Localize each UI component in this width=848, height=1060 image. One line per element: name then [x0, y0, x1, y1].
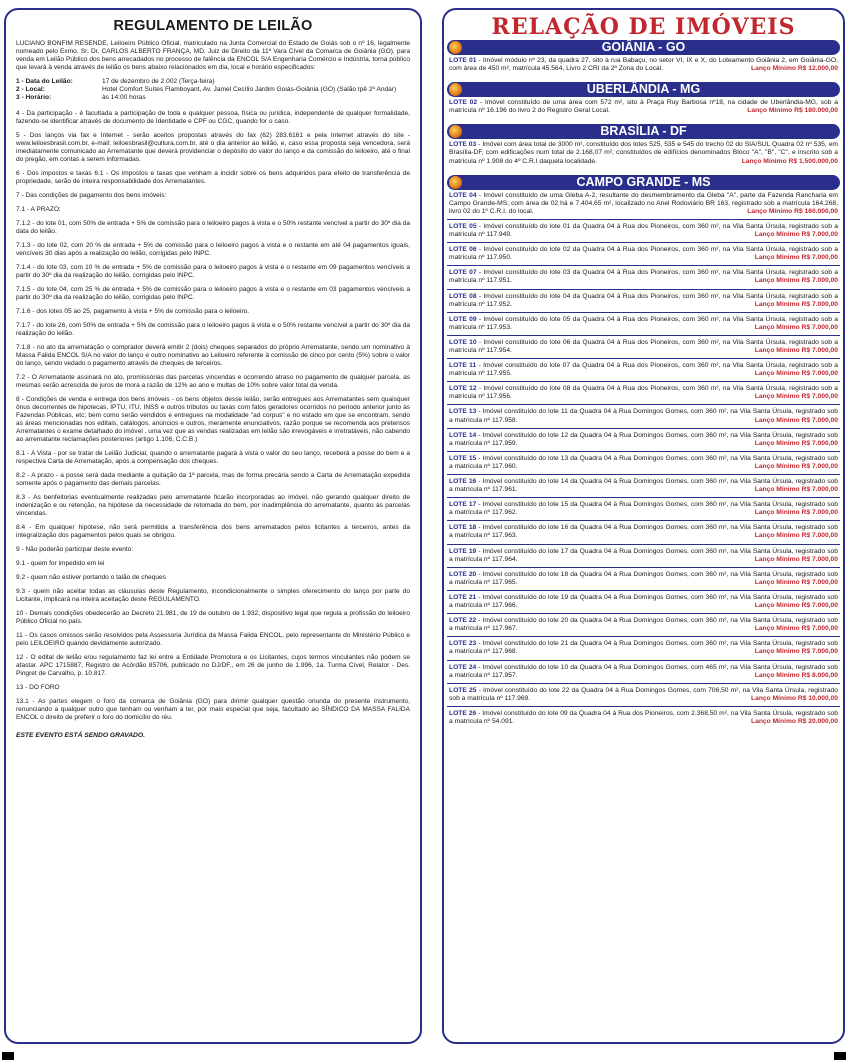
lot-number: LOTE 11 — [449, 362, 477, 370]
lot-divider — [447, 219, 840, 220]
lot-number: LOTE 16 — [449, 478, 477, 485]
regulation-clauses — [16, 110, 410, 722]
lot-number: LOTE 09 — [449, 315, 477, 323]
lot-description: - Imóvel constituído do lote 06 da Quadra 04 à Rua dos Pioneiros, com 360 m², na Vila Santa Úrsula, registrado sob a matrícula nº 117.954. — [449, 338, 838, 354]
lot-item — [449, 617, 838, 633]
lot-description: - Imóvel constituído do lote 04 da Quadra 04 à Rua dos Pioneiros, com 360 m², na Vila Santa Úrsula, registrado sob a matrícula nº 117.952. — [449, 292, 838, 308]
lot-description: - Imóvel constituído do lote 14 da Quadra 04 à Rua Domingos Gomes, com 360 m², na Vila Santa Úrsula, registrado sob a matrícula nº 117.961. — [449, 478, 838, 494]
clause-paragraph: 8.2 - A prazo - a posse será dada mediante a quitação da 1ª parcela, mas de forma precária sendo a Carta de Arrematação expedida somente após o pagamento das demais parcelas. — [16, 472, 410, 487]
minimum-bid: Lanço Mínimo R$ 7.000,00 — [754, 462, 838, 470]
lot-divider — [447, 242, 840, 243]
clause-paragraph: 8.1 - A Vista - por se tratar de Leilão Judicial, quando o arrematante pagará à vista o valor do seu lanço, receberá a posse do bem e a respectiva Carta de Arrematação, após a compensação dos cheques. — [16, 450, 410, 465]
lot-item — [449, 524, 838, 540]
clause-paragraph: 7.1.6 - dos lotes 05 ao 25, pagamento à vista + 5% de comissão para o leiloeiro. — [16, 308, 250, 315]
minimum-bid: Lanço Mínimo R$ 7.000,00 — [754, 439, 838, 447]
lot-number: LOTE 15 — [449, 454, 477, 462]
regulation-intro: LUCIANO BONFIM RESENDE, Leiloeiro Público Oficial, matriculado na Junta Comercial do Estado de Goiás sob o nº 16, legalmente nomeado pelo Exmo. Sr. Dr. CARLOS ALBERTO FRANÇA, MD. Juiz de Direito da 11ª Vara Cível da Comarca de Goiânia (GO), para venda em Leilão Público dos bens arrecadados no processo de falência da ENCOL S/A Engenharia Comércio e Indústria, torna público que levará à venda através de leilão os bens abaixo relacionados em dia, local e horário especificados: — [16, 40, 410, 71]
clause-paragraph: 8.4 - Em qualquer hipótese, não será permitida a transferência dos bens arrematados pelos licitantes a terceiros, antes da integralização dos pagamentos pelos quais se obrigou. — [16, 524, 410, 539]
recording-notice: ESTE EVENTO ESTÁ SENDO GRAVADO. — [16, 732, 145, 739]
info-label: 1 - Data do Leilão: — [16, 78, 73, 85]
lot-item — [449, 687, 838, 703]
property-list-title: RELAÇÃO DE IMÓVEIS — [491, 14, 796, 40]
property-sections — [447, 40, 840, 726]
clause-paragraph: 11 - Os casos omissos serão resolvidos pela Assessoria Jurídica da Massa Falida ENCOL, pelo representante do Ministério Público e pelo LEILOEIRO quando devidamente autorizado. — [16, 632, 410, 647]
lot-item — [449, 640, 838, 656]
lot-number: LOTE 17 — [449, 501, 477, 509]
lot-description: - Imóvel constituído do lote 13 da Quadra 04 à Rua Domingos Gomes, com 360 m², na Vila Santa Úrsula, registrado sob a matrícula nº 117.960. — [449, 454, 838, 470]
lot-item — [449, 99, 838, 115]
minimum-bid: Lanço Mínimo R$ 7.000,00 — [754, 578, 838, 586]
lot-item — [449, 269, 838, 285]
lot-description: - Imóvel constituído do lote 22 da Quadra 04 à Rua Domingos Gomes, com 706,50 m², na Vila Santa Úrsula, registrado sob a matrícula nº 117.969. — [449, 686, 838, 702]
lot-description: - Imóvel constituído do lote 03 da Quadra 04 à Rua dos Pioneiros, com 360 m², na Vila Santa Úrsula, registrado sob a matrícula nº 117.951. — [449, 269, 838, 285]
clause-paragraph: 7.1.5 - do lote 04, com 25 % de entrada + 5% de comissão para o leiloeiro pagos à vista e o restante em 03 pagamentos vencíveis a partir do 30º dia da realização do leilão, corrigidas pelo INPC. — [16, 286, 410, 301]
lot-description: - Imóvel constituído do lote 08 da Quadra 04 à Rua dos Pioneiros, com 360 m², na Vila Santa Úrsula, registrado sob a matrícula nº 117.956. — [449, 385, 838, 401]
clause-paragraph: 7.1.7 - do lote 26, com 50% de entrada + 5% de comissão para o leiloeiro pagos à vista e o 50% restante vencível a partir do 30º dia da realização do leilão. — [16, 322, 410, 337]
section-gap — [447, 166, 840, 175]
lot-number: LOTE 12 — [449, 385, 477, 393]
lot-description: - Imóvel constituído do lote 21 da Quadra 04 à Rua Domingos Gomes, com 360 m², na Vila Santa Úrsula, registrado sob a matrícula nº 117.968. — [449, 640, 838, 656]
regulation-panel — [4, 8, 422, 1044]
city-header — [447, 124, 840, 139]
crop-mark — [2, 1052, 14, 1060]
clause-paragraph: 12 - O edital de leilão e/ou regulamento faz lei entre a Entidade Promotora e os Licitantes, cujos termos vinculantes não podem se afastar. APC 1715887, Registro de Acórdão 85706, publicado no DJ/DF., em 26 de junho de 1.996, 1a. Turma Cível, Relator - Des. Pingret de Carvalho, p. 10.817. — [16, 654, 410, 677]
info-label: 2 - Local: — [16, 86, 45, 93]
lot-number: LOTE 07 — [449, 269, 477, 277]
info-value: 17 de dezembro de 2.002 (Terça-feira) — [102, 78, 215, 85]
lot-item — [449, 362, 838, 378]
city-name: CAMPO GRANDE - MS — [576, 174, 711, 189]
minimum-bid: Lanço Mínimo R$ 7.000,00 — [754, 486, 838, 494]
lot-divider — [447, 683, 840, 684]
minimum-bid: Lanço Mínimo R$ 7.000,00 — [754, 323, 838, 331]
clause-paragraph: 7.1 - A PRAZO: — [16, 206, 61, 213]
lot-divider — [447, 660, 840, 661]
lot-number: LOTE 25 — [449, 686, 477, 694]
city-name: BRASÍLIA - DF — [600, 124, 687, 139]
minimum-bid: Lanço Mínimo R$ 7.000,00 — [754, 346, 838, 354]
regulation-title: REGULAMENTO DE LEILÃO — [113, 18, 313, 34]
minimum-bid: Lanço Mínimo R$ 180.000,00 — [747, 107, 838, 115]
lot-item — [449, 339, 838, 355]
lot-item — [449, 385, 838, 401]
clause-paragraph: 7.1.2 - do lote 01, com 50% de entrada + 5% de comissão para o leiloeiro pagos à vista e o 50% restante vencível a partir do 30º dia da data do leilão. — [16, 220, 410, 235]
clause-paragraph: 13.1 - As partes elegem o foro da comarca de Goiânia (GO) para dirimir qualquer questão oriunda do presente instrumento, renunciando a qualquer outro que tenham ou venham a ter, por mais especial que seja, facultado ao SÍNDICO DA MASSA FALIDA ENCOL o direito de preferir o foro do domicílio do réu. — [16, 698, 410, 721]
lot-number: LOTE 23 — [449, 640, 477, 648]
info-row-time — [16, 94, 410, 102]
minimum-bid: Lanço Mínimo R$ 7.000,00 — [754, 416, 838, 424]
clause-paragraph: 9.3 - quem não aceitar todas as cláusulas deste Regulamento, incondicionalmente o simples oferecimento do lanço por parte do Licitante, implicará na inteira aceitação deste REGULAMENTO. — [16, 588, 410, 603]
lot-number: LOTE 04 — [449, 191, 477, 199]
lot-description: - Imóvel constituído do lote 07 da Quadra 04 à Rua dos Pioneiros, com 360 m², na Vila Santa Úrsula, registrado sob a matrícula nº 117.955. — [449, 362, 839, 378]
auction-info — [16, 78, 410, 102]
crop-mark — [834, 1052, 846, 1060]
bullet-icon — [449, 83, 462, 96]
lot-item — [449, 246, 838, 262]
lot-divider — [447, 358, 840, 359]
lot-description: - Imóvel constituído do lote 11 da Quadra 04 à Rua Domingos Gomes, com 360 m², na Vila Santa Úrsula, registrado sob a matrícula nº 117.958. — [449, 408, 838, 424]
clause-paragraph: 13 - DO FORO — [16, 684, 60, 691]
lot-number: LOTE 19 — [449, 547, 477, 555]
info-row-location — [16, 86, 410, 94]
city-name: GOIÂNIA - GO — [601, 40, 686, 54]
lot-divider — [447, 404, 840, 405]
lot-description: - Imóvel constituído do lote 01 da Quadra 04 à Rua dos Pioneiros, com 360 m², na Vila Santa Úrsula, registrado sob a matrícula nº 117.949. — [449, 222, 838, 239]
bullet-icon — [449, 41, 462, 54]
lot-divider — [447, 636, 840, 637]
lot-item — [449, 141, 838, 165]
lot-divider — [447, 289, 840, 290]
lot-divider — [447, 613, 840, 614]
info-row-date — [16, 78, 410, 86]
lot-description: - Imóvel constituído do lote 17 da Quadra 04 à Rua Domingos Gomes, com 360 m², na Vila Santa Úrsula, registrado sob a matrícula nº 117.964. — [449, 547, 838, 563]
lot-number: LOTE 18 — [449, 524, 477, 532]
lot-description: - Imóvel constituído de uma Gleba A-2, resultante do desmembramento da Gleba "A", parte da Fazenda Rancharia em Campo Grande-MS, com área de 02 há e 7.404,65 m², localizado no Anel Rodoviário BR 163, registrado sob a matrícula 164.268, livro 02 do 1º C.R.I. do local. — [449, 191, 838, 215]
minimum-bid: Lanço Mínimo R$ 7.000,00 — [754, 277, 838, 285]
minimum-bid: Lanço Mínimo R$ 10.000,00 — [751, 694, 838, 702]
lot-description: - Imóvel constituído do lote 20 da Quadra 04 à Rua Domingos Gomes, com 360 m², na Vila Santa Úrsula, registrado sob a matrícula nº 117.967. — [449, 617, 838, 633]
clause-paragraph: 10 - Demais condições obedecerão ao Decreto 21.981, de 19 de outubro de 1.932, dispositivo legal que regula a profissão do leiloeiro Público Oficial no país. — [16, 610, 410, 625]
lot-description: - Imóvel constituído do lote 16 da Quadra 04 à Rua Domingos Gomes, com 360 m², na Vila Santa Úrsula, registrado sob a matrícula nº 117.963. — [449, 524, 838, 540]
info-label: 3 - Horário: — [16, 94, 52, 101]
lot-description: - Imóvel constituído do lote 02 da Quadra 04 à Rua dos Pioneiros, com 360 m², na Vila Santa Úrsula, registrado sob a matrícula nº 117.950. — [449, 246, 838, 262]
lot-number: LOTE 01 — [449, 57, 477, 64]
lot-item — [449, 664, 838, 680]
lot-description: - Imóvel constituído do lote 18 da Quadra 04 à Rua Domingos Gomes, com 360 m², na Vila Santa Úrsula, registrado sob a matrícula nº 117.965. — [449, 570, 838, 586]
lot-number: LOTE 03 — [449, 141, 477, 149]
lot-number: LOTE 05 — [449, 222, 477, 230]
city-header — [447, 40, 840, 55]
lot-description: - Imóvel constituído do lote 19 da Quadra 04 à Rua Domingos Gomes, com 360 m², na Vila Santa Úrsula, registrado sob a matrícula nº 117.966. — [449, 593, 838, 610]
clause-paragraph: 9.2 - quem não estiver portando o talão de cheques — [16, 574, 166, 581]
lot-divider — [447, 474, 840, 475]
lot-number: LOTE 02 — [449, 99, 478, 107]
lot-number: LOTE 20 — [449, 570, 477, 578]
minimum-bid: Lanço Mínimo R$ 7.000,00 — [754, 648, 838, 656]
lot-number: LOTE 24 — [449, 663, 477, 671]
lot-description: - Imóvel com área total de 3000 m², constituído dos lotes 525, 535 e 545 do trecho 02 do SIA/SUL Quadra 02 nº 535, em Brasília-DF, com edificações num total de 2.168,07 m², constituídos de edifícios denominados Bloco "A", "B", "C", e inscrito sob a matrícula nº 1.908 do 4º C.R.I daquela localidade. — [449, 141, 838, 165]
lot-description: - Imóvel constituído de uma área com 572 m², sito à Praça Ruy Barbosa nº18, na cidade de Uberlândia-MG, sob a matrícula nº 16.196 do livro 2 do Registro Geral Local. — [449, 99, 838, 115]
lot-number: LOTE 13 — [449, 408, 477, 416]
clause-paragraph: 7 - Das condições de pagamento dos bens imóveis: — [16, 192, 167, 199]
lot-number: LOTE 26 — [449, 709, 477, 717]
lot-divider — [447, 265, 840, 266]
lot-item — [449, 408, 838, 424]
minimum-bid: Lanço Mínimo R$ 12.000,00 — [751, 65, 838, 73]
clause-paragraph: 6 - Dos impostos e taxas 6.1 - Os impostos e taxas que venham a incidir sobre os bens adquiridos para efeito de transferência de propriedade, serão de inteira responsabilidade dos Arrematantes. — [16, 170, 410, 185]
lot-number: LOTE 10 — [449, 338, 477, 346]
lot-description: - Imóvel constituído do lote 15 da Quadra 04 à Rua Domingos Gomes, com 360 m², na Vila Santa Úrsula, registrado sob a matrícula nº 117.962. — [449, 501, 838, 517]
lot-number: LOTE 22 — [449, 617, 477, 625]
lot-divider — [447, 590, 840, 591]
lot-item — [449, 57, 838, 73]
clause-paragraph: 5 - Dos lanços via fax e Internet - serão aceitos propostas através do fax (62) 283.6161 e pela Internet através do site - www.leiloesbrasil.com.br, e-mail: leiloesbrasil@cultura.com.br, até o dia anterior ao leilão, e, caso essa proposta seja vencedora, será imediatamente comunicado ao Arrematante que deverá providenciar o depósito do valor do lanço e da comissão do leiloeiro, até o final do pregão, em contas a serem informadas. — [16, 132, 410, 163]
bullet-icon — [449, 125, 462, 138]
minimum-bid: Lanço Mínimo R$ 7.000,00 — [754, 370, 838, 378]
section-gap — [447, 73, 840, 82]
lot-item — [449, 223, 838, 239]
city-name: UBERLÂNDIA - MG — [586, 82, 701, 97]
lot-number: LOTE 21 — [449, 593, 477, 601]
minimum-bid: Lanço Mínimo R$ 7.000,00 — [754, 509, 838, 517]
info-value: Hotel Comfort Suítes Flamboyant, Av. Jamel Cecílio Jardim Goiás-Goiânia (GO) (Salão Ipê 2º Andar) — [102, 86, 397, 93]
minimum-bid: Lanço Mínimo R$ 7.000,00 — [754, 393, 838, 401]
lot-number: LOTE 08 — [449, 292, 477, 300]
lot-divider — [447, 544, 840, 545]
lot-divider — [447, 428, 840, 429]
minimum-bid: Lanço Mínimo R$ 8.000,00 — [754, 671, 838, 679]
clause-paragraph: 4 - Da participação - é facultada a participação de toda e qualquer pessoa, física ou jurídica, independente de qualquer formalidade, fazendo-se identificar através de documento de Identidade e CPF ou CGC, quando for o caso. — [16, 110, 410, 125]
lot-item — [449, 710, 838, 726]
clause-paragraph: 9 - Não poderão participar deste evento: — [16, 546, 134, 553]
clause-paragraph: 7.2 - O Arrematante assinará no ato, promissórias das parcelas vincendas e ocorrendo atraso no pagamento de qualquer parcela, as mesmas serão acrescida de juros de mora a razão de 12% ao ano e multas de 10% sobre valor total da venda. — [16, 374, 410, 389]
minimum-bid: Lanço Mínimo R$ 1.500.000,00 — [741, 157, 838, 165]
lot-description: - Imóvel constituído do lote 10 da Quadra 04 à Rua Domingos Gomes, com 465 m², na Vila Santa Úrsula, registrado sob a matrícula nº 117.957. — [449, 663, 838, 679]
lot-item — [449, 571, 838, 587]
lot-item — [449, 594, 838, 610]
lot-divider — [447, 451, 840, 452]
lot-item — [449, 478, 838, 494]
lot-divider — [447, 567, 840, 568]
lot-number: LOTE 06 — [449, 246, 477, 254]
lot-divider — [447, 520, 840, 521]
minimum-bid: Lanço Mínimo R$ 7.000,00 — [754, 231, 838, 239]
lot-number: LOTE 14 — [449, 431, 477, 439]
lot-divider — [447, 497, 840, 498]
lot-item — [449, 455, 838, 471]
lot-item — [449, 432, 838, 448]
minimum-bid: Lanço Mínimo R$ 7.000,00 — [754, 602, 838, 610]
lot-divider — [447, 381, 840, 382]
lot-item — [449, 293, 838, 309]
lot-description: - Imóvel módulo nº 23, da quadra 27, sito à rua Babaçu, no setor VI, IX e X, do Loteamento Goiânia 2, em Goiânia-GO, com área de 450 m², matrícula 45.564, Livro 2 CRI da 2ª Zona do Local. — [449, 57, 838, 73]
lot-item — [449, 501, 838, 517]
minimum-bid: Lanço Mínimo R$ 160.000,00 — [747, 207, 838, 215]
lot-description: - Imóvel constituído do lote 09 da Quadra 04 à Rua dos Pioneiros, com 2.368,50 m², na Vila Santa Úrsula, registrado sob a matrícula nº 54.091. — [449, 709, 838, 725]
info-value: às 14:00 horas — [102, 94, 146, 101]
lot-item — [449, 192, 838, 216]
lot-item — [449, 316, 838, 332]
lot-description: - Imóvel constituído do lote 05 da Quadra 04 à Rua dos Pioneiros, com 360 m², na Vila Santa Úrsula, registrado sob a matrícula nº 117.953. — [449, 315, 838, 331]
clause-paragraph: 9.1 - quem for impedido em lei — [16, 560, 105, 567]
city-header — [447, 175, 840, 190]
minimum-bid: Lanço Mínimo R$ 20.000,00 — [751, 717, 838, 725]
lot-divider — [447, 312, 840, 313]
bullet-icon — [449, 176, 462, 189]
clause-paragraph: 7.1.3 - do lote 02, com 20 % de entrada + 5% de comissão para o leiloeiro pagos à vista e o restante em até 04 pagamentos iguais, vencíveis 30 dias após a realização do leilão, corrigidas pelo INPC. — [16, 242, 410, 257]
property-list-panel — [442, 8, 845, 1044]
clause-paragraph: 8.3 - As benfeitorias eventualmente realizadas pelo arrematante ficarão incorporadas ao imóvel, não gerando qualquer direito de indenização e ou retenção, na hipótese da necessidade de retomada do bem, por inadimplência do arrematante, quanto às parcelas vincendas. — [16, 494, 410, 517]
minimum-bid: Lanço Mínimo R$ 7.000,00 — [754, 555, 838, 563]
city-header — [447, 82, 840, 97]
lot-divider — [447, 706, 840, 707]
lot-item — [449, 548, 838, 564]
lot-description: - Imóvel constituído do lote 12 da Quadra 04 à Rua Domingos Gomes, com 360 m², na Vila Santa Úrsula, registrado sob a matrícula nº 117.959. — [449, 431, 838, 447]
minimum-bid: Lanço Mínimo R$ 7.000,00 — [754, 300, 838, 308]
lot-divider — [447, 335, 840, 336]
minimum-bid: Lanço Mínimo R$ 7.000,00 — [754, 254, 838, 262]
minimum-bid: Lanço Mínimo R$ 7.000,00 — [754, 625, 838, 633]
clause-paragraph: 8 - Condições de venda e entrega dos bens imóveis - os bens objetos desse leilão, serão entregues aos Arrematantes sem quaisquer ônus decorrentes de hipotecas, IPTU, ITU, INSS e outros tributos ou taxas com fatos geradores ocorridos no período anterior junto às Fazendas Públicas, etc; bem como serão vendidos e entregues na modalidade "ad corpus" e no estado em que se encontram, sendo as áreas mencionadas nos editais, catálogos, anúncios e outros, meramente enunciativos, razão porque se recomenda aos pretensos Arrematantes o exame detalhado do imóvel , uma vez que as vendas realizadas em leilão são irrevogáveis e irretratáveis, não cabendo ao arrematante reclamações posteriores (artigo 1.106, C.C.B.) — [16, 396, 410, 443]
clause-paragraph: 7.1.8 - no ato da arrematação o comprador deverá emitir 2 (dois) cheques separados do próprio Arrematante, sendo um nominativo à Massa Falida ENCOL S/A no valor do lanço e outro nominativo ao Leiloeiro referente à comissão de cinco por cento (5%) sobre o valor do lanço, sendo vedado o pagamento através de cheques de terceiros. — [16, 344, 410, 367]
clause-paragraph: 7.1.4 - do lote 03, com 10 % de entrada + 5% de comissão para o leiloeiro pagos à vista e o restante em 09 pagamentos vencíveis a partir do 30º dia da realização do leilão, corrigidas pelo INPC. — [16, 264, 410, 279]
minimum-bid: Lanço Mínimo R$ 7.000,00 — [754, 532, 838, 540]
